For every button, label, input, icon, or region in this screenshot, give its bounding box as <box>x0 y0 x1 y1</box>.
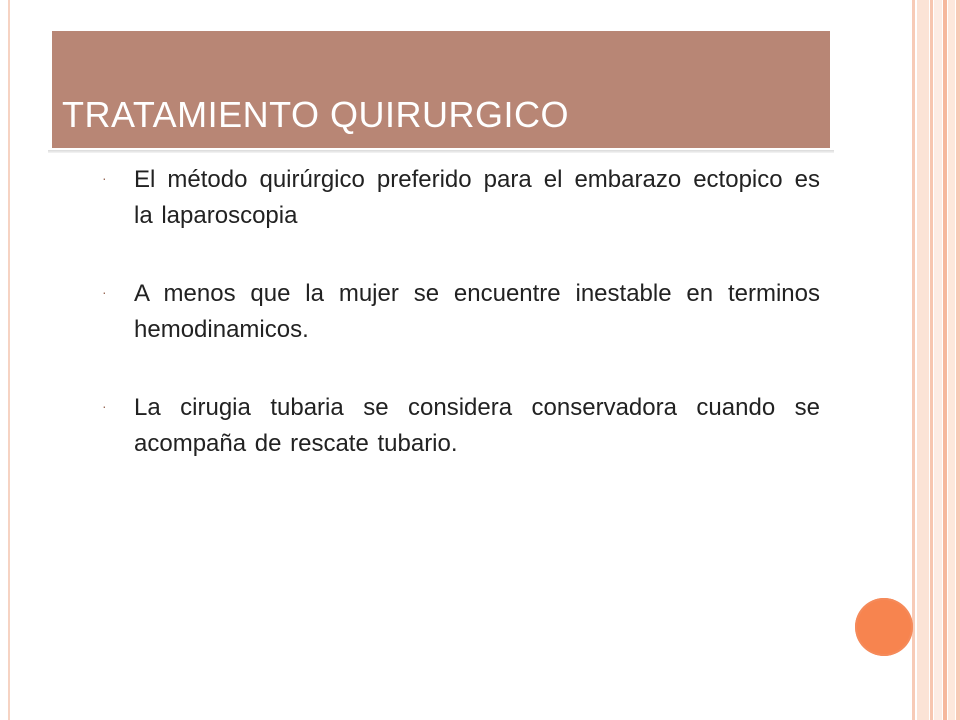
bullet-item <box>100 162 820 234</box>
bullet-item <box>100 390 820 462</box>
stripe <box>943 0 947 720</box>
slide-title: TRATAMIENTO QUIRURGICO <box>62 94 570 135</box>
stripe <box>956 0 960 720</box>
bullet-item <box>100 276 820 348</box>
right-decorative-stripes <box>912 0 960 720</box>
left-border-line <box>8 0 10 720</box>
stripe <box>912 0 915 720</box>
bullet-text: A menos que la mujer se encuentre inestable en terminos hemodinamicos. <box>134 280 820 343</box>
bullet-marker: · <box>102 398 107 414</box>
bullet-marker: · <box>102 284 107 300</box>
decorative-orange-circle <box>855 598 913 656</box>
stripe <box>934 0 942 720</box>
stripe <box>948 0 955 720</box>
title-underline <box>48 150 834 153</box>
bullet-text: La cirugia tubaria se considera conservadora cuando se acompaña de rescate tubario. <box>134 394 820 457</box>
bullet-text: El método quirúrgico preferido para el embarazo ectopico es la laparoscopia <box>134 166 820 229</box>
bullet-list <box>100 162 820 504</box>
stripe <box>917 0 929 720</box>
stripe <box>930 0 933 720</box>
bullet-marker: · <box>102 170 107 186</box>
